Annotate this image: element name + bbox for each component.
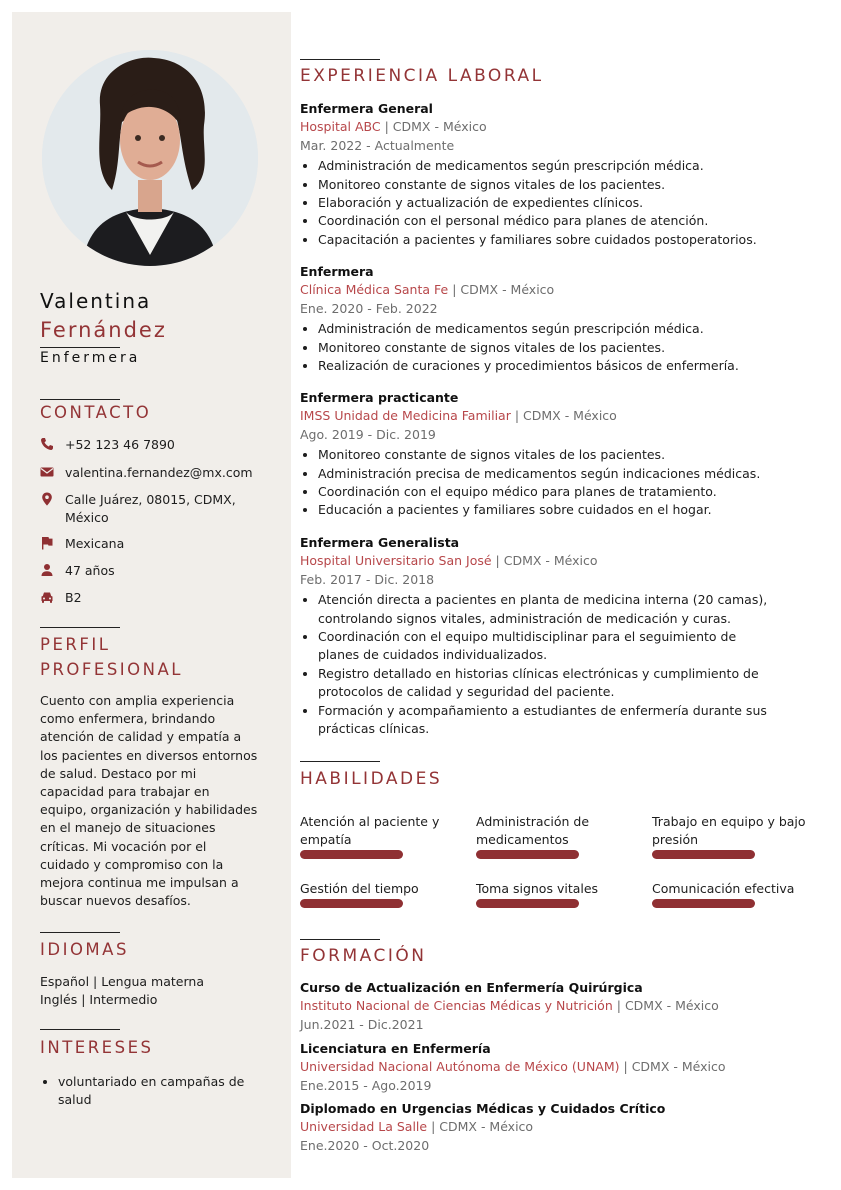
skill-bar	[300, 850, 403, 859]
education-location: CDMX - México	[631, 1059, 726, 1075]
contact-phone	[40, 436, 280, 454]
contact-address	[40, 491, 280, 527]
job-bullets	[300, 320, 820, 375]
profile-heading: PERFIL PROFESIONAL	[40, 635, 183, 679]
education-entry: Curso de Actualización en Enfermería Quirúrgica Instituto Nacional de Ciencias Médicas y Nutrición | CDMX - México Jun.2021 - Dic.2021	[300, 979, 820, 1034]
job-entry: Enfermera Generalista Hospital Universitario San José | CDMX - México Feb. 2017 - Dic. 2018 • Atención directa a pacientes en planta de medicina interna (20 camas), controlando signos vitales, administración de medicación y curas. • Coordinación con el equipo multidisciplinar para el seguimiento de planes de cuidados individualizados. • Registro detallado en historias clínicas electrónicas y cumplimiento de protocolos de calidad y seguridad del paciente. • Formación y acompañamiento a estudiantes de enfermería durante sus prácticas clínicas.	[300, 534, 780, 738]
interests-divider	[40, 1029, 120, 1030]
skill-label: Comunicación efectiva	[652, 881, 795, 896]
experience-heading: EXPERIENCIA LABORAL	[300, 66, 544, 86]
education-entry: Licenciatura en Enfermería Universidad Nacional Autónoma de México (UNAM) | CDMX - México Ene.2015 - Ago.2019	[300, 1040, 820, 1095]
education-title: Diplomado en Urgencias Médicas y Cuidados Crítico	[300, 1101, 666, 1116]
contact-age	[40, 562, 280, 580]
job-bullets	[300, 591, 780, 738]
car-icon	[40, 590, 54, 604]
contact-email	[40, 464, 280, 482]
email-icon	[40, 465, 54, 479]
profile-photo	[42, 50, 258, 266]
job-entry: Enfermera practicante IMSS Unidad de Medicina Familiar | CDMX - México Ago. 2019 - Dic. 2019 • Monitoreo constante de signos vitales de los pacientes. • Administración precisa de medicamentos según indicaciones médicas. • Coordinación con el equipo médico para planes de tratamiento. • Educación a pacientes y familiares sobre cuidados en el hogar.	[300, 389, 820, 520]
job-bullets	[300, 157, 820, 249]
education-org: Universidad La Salle	[300, 1119, 428, 1135]
email-text: valentina.fernandez@mx.com	[65, 465, 253, 480]
job-dates: Ago. 2019 - Dic. 2019	[300, 426, 436, 442]
job-dates: Ene. 2020 - Feb. 2022	[300, 300, 438, 316]
job-dates: Feb. 2017 - Dic. 2018	[300, 571, 435, 587]
skill-bar	[476, 850, 579, 859]
job-bullet: • Monitoreo constante de signos vitales de los pacientes.	[318, 339, 820, 357]
education-dates: Ene.2015 - Ago.2019	[300, 1077, 432, 1093]
skill-bar	[300, 899, 403, 908]
education-dates: Ene.2020 - Oct.2020	[300, 1137, 430, 1153]
job-org: IMSS Unidad de Medicina Familiar	[300, 408, 511, 424]
job-bullet: • Coordinación con el equipo médico para planes de tratamiento.	[318, 483, 820, 501]
skill-label: Trabajo en equipo y bajo presión	[652, 814, 806, 848]
last-name: Fernández	[40, 318, 167, 342]
job-title: Enfermera	[300, 264, 374, 279]
job-dates: Mar. 2022 - Actualmente	[300, 137, 455, 153]
job-entry: Enfermera General Hospital ABC | CDMX - México Mar. 2022 - Actualmente • Administración de medicamentos según prescripción médica. • Monitoreo constante de signos vitales de los pacientes. • Elaboración y actualización de expedientes clínicos. • Coordinación con el personal médico para planes de atención. • Capacitación a pacientes y familiares sobre cuidados postoperatorios.	[300, 100, 820, 249]
job-bullet: • Registro detallado en historias clínicas electrónicas y cumplimiento de protocolos de calidad y seguridad del paciente.	[318, 665, 780, 702]
first-name: Valentina	[40, 289, 152, 313]
profile-divider	[40, 627, 120, 628]
job-bullet: • Capacitación a pacientes y familiares sobre cuidados postoperatorios.	[318, 231, 820, 249]
job-bullet: • Monitoreo constante de signos vitales de los pacientes.	[318, 446, 820, 464]
nationality-text: Mexicana	[65, 536, 125, 551]
job-bullet: • Administración de medicamentos según prescripción médica.	[318, 157, 820, 175]
contact-license	[40, 589, 280, 607]
phone-text: +52 123 46 7890	[65, 437, 175, 452]
education-location: CDMX - México	[439, 1119, 534, 1135]
job-role: Enfermera	[40, 350, 141, 366]
education-location: CDMX - México	[624, 998, 719, 1014]
job-org: Hospital Universitario San José	[300, 553, 492, 569]
job-bullets	[300, 446, 820, 520]
flag-icon	[40, 536, 54, 550]
interests-heading: INTERESES	[40, 1038, 154, 1057]
education-heading: FORMACIÓN	[300, 946, 427, 966]
job-bullet: • Coordinación con el equipo multidisciplinar para el seguimiento de planes de cuidados individualizados.	[318, 628, 780, 665]
languages-divider	[40, 932, 120, 933]
education-entry: Diplomado en Urgencias Médicas y Cuidados Crítico Universidad La Salle | CDMX - México Ene.2020 - Oct.2020	[300, 1100, 820, 1155]
location-icon	[40, 492, 54, 506]
job-org: Hospital ABC	[300, 119, 381, 135]
contact-nationality	[40, 535, 280, 553]
job-title: Enfermera Generalista	[300, 535, 460, 550]
education-divider	[300, 939, 380, 940]
job-bullet: • Administración de medicamentos según prescripción médica.	[318, 320, 820, 338]
job-bullet: • Elaboración y actualización de expedientes clínicos.	[318, 194, 820, 212]
sidebar	[12, 12, 291, 1178]
education-org: Instituto Nacional de Ciencias Médicas y Nutrición	[300, 998, 613, 1014]
education-title: Licenciatura en Enfermería	[300, 1041, 491, 1056]
job-bullet: • Administración precisa de medicamentos según indicaciones médicas.	[318, 465, 820, 483]
job-bullet: • Formación y acompañamiento a estudiantes de enfermería durante sus prácticas clínicas.	[318, 702, 780, 739]
skill-bar	[476, 899, 579, 908]
language-item: Inglés | Intermedio	[40, 992, 158, 1007]
phone-icon	[40, 437, 54, 451]
contact-heading: CONTACTO	[40, 403, 152, 422]
skills-divider	[300, 761, 380, 762]
address-text: Calle Juárez, 08015, CDMX, México	[65, 492, 236, 525]
education-dates: Jun.2021 - Dic.2021	[300, 1016, 424, 1032]
language-item: Español | Lengua materna	[40, 974, 204, 989]
job-title: Enfermera practicante	[300, 390, 459, 405]
skill-label: Toma signos vitales	[476, 881, 599, 896]
skill-label: Atención al paciente y empatía	[300, 814, 440, 848]
job-title: Enfermera General	[300, 101, 433, 116]
interest-item: • voluntariado en campañas de salud	[58, 1073, 276, 1109]
experience-divider	[300, 59, 380, 60]
interests-list	[40, 1073, 276, 1109]
profile-summary: Cuento con amplia experiencia como enfermera, brindando atención de calidad y empatía a los pacientes en diversos entornos de salud. Destaco por mi capacidad para trabajar en equipo, organización y habilidades en el manejo de situaciones críticas. Mi vocación por el cuidado y compromiso con la mejora continua me impulsan a buscar nuevos desafíos.	[40, 693, 258, 909]
person-icon	[40, 563, 54, 577]
job-org: Clínica Médica Santa Fe	[300, 282, 449, 298]
job-bullet: • Monitoreo constante de signos vitales de los pacientes.	[318, 176, 820, 194]
skill-bar	[652, 850, 755, 859]
job-location: CDMX - México	[460, 282, 555, 298]
job-bullet: • Realización de curaciones y procedimientos básicos de enfermería.	[318, 357, 820, 375]
skill-bar	[652, 899, 755, 908]
age-text: 47 años	[65, 563, 115, 578]
job-location: CDMX - México	[392, 119, 487, 135]
name-divider	[40, 347, 120, 348]
job-location: CDMX - México	[523, 408, 617, 424]
job-bullet: • Coordinación con el personal médico para planes de atención.	[318, 212, 820, 230]
job-bullet: • Atención directa a pacientes en planta de medicina interna (20 camas), controlando signos vitales, administración de medicación y curas.	[318, 591, 780, 628]
education-org: Universidad Nacional Autónoma de México (UNAM)	[300, 1059, 620, 1075]
job-location: CDMX - México	[503, 553, 598, 569]
skills-heading: HABILIDADES	[300, 769, 443, 789]
job-entry: Enfermera Clínica Médica Santa Fe | CDMX - México Ene. 2020 - Feb. 2022 • Administración de medicamentos según prescripción médica. • Monitoreo constante de signos vitales de los pacientes. • Realización de curaciones y procedimientos básicos de enfermería.	[300, 263, 820, 375]
license-text: B2	[65, 590, 82, 605]
languages-heading: IDIOMAS	[40, 940, 129, 959]
skill-label: Administración de medicamentos	[476, 814, 590, 848]
education-title: Curso de Actualización en Enfermería Quirúrgica	[300, 980, 643, 995]
job-bullet: • Educación a pacientes y familiares sobre cuidados en el hogar.	[318, 501, 820, 519]
skill-label: Gestión del tiempo	[300, 881, 419, 896]
